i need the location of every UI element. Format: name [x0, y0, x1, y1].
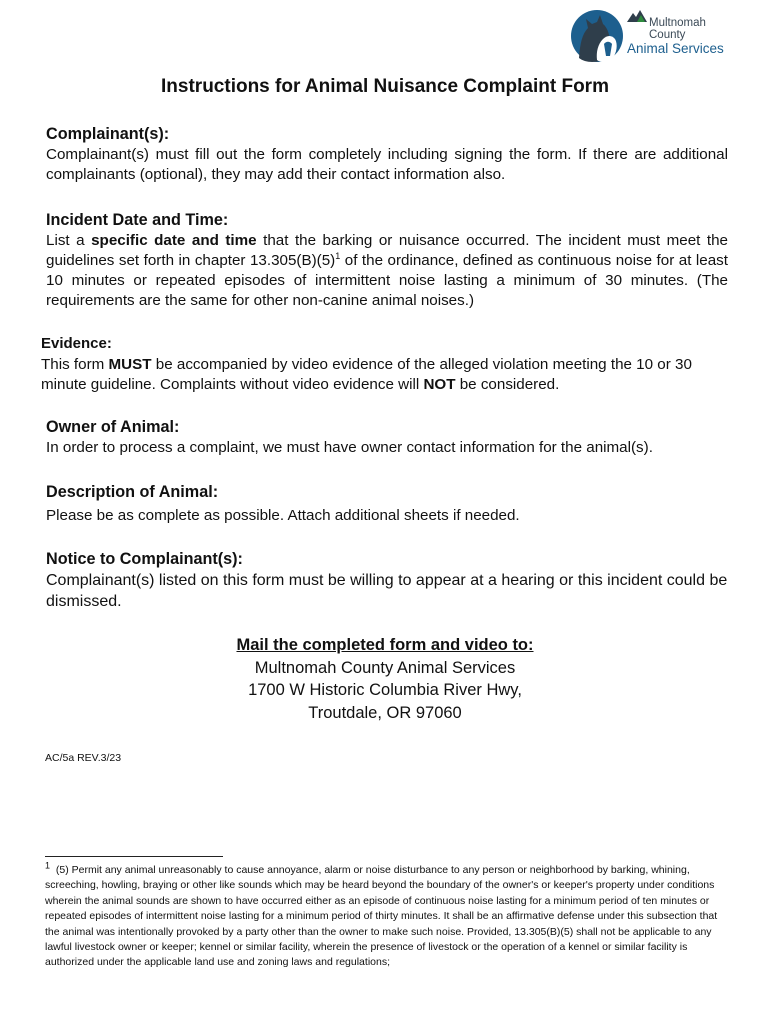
description-text: Please be as complete as possible. Attach additional sheets if needed.: [46, 507, 520, 524]
incident-emphasis: specific date and time: [91, 232, 257, 249]
cat-dog-emblem-icon: [570, 8, 628, 66]
mailing-heading: Mail the completed form and video to:: [236, 636, 534, 654]
section-owner: [46, 416, 736, 458]
section-incident: [46, 209, 728, 311]
notice-heading: Notice to Complainant(s):: [46, 550, 243, 568]
section-complainants: [46, 123, 728, 185]
incident-heading: Incident Date and Time:: [46, 211, 229, 229]
logo-line-county: County: [649, 29, 686, 41]
evidence-heading: Evidence:: [41, 335, 112, 352]
document-title: Instructions for Animal Nuisance Complaint Form: [161, 76, 609, 97]
description-heading: Description of Animal:: [46, 483, 219, 501]
mailing-line-agency: Multnomah County Animal Services: [254, 658, 516, 677]
footnote-text: (5) Permit any animal unreasonably to cause annoyance, alarm or noise disturbance to any person or neighborhood by barking, whining, screeching, howling, braying or other like sounds which may be heard beyond the boundary of the owner's or keeper's property under conditions wherein the animal sounds are shown to have occurred either as an episode of continuous noise lasting for a minimum period of ten minutes or repeated episodes of intermittent noise lasting for a minimum period of thirty minutes. It shall be an affirmative defense under this subsection that the animal was intentionally provoked by a party other than the owner to make such noise. Provided, 13.305(B)(5) shall not be applicable to any lawful livestock owner or keeper; kennel or similar facility, wherein the presence of livestock or the operation of a kennel or similar facility is authorized under the applicable land use and zoning laws and regulations;: [45, 864, 718, 969]
complainants-text: Complainant(s) must fill out the form completely including signing the form. If there are additional complainants (optional), they may add their contact information also.: [46, 146, 728, 183]
agency-logo: [570, 8, 730, 66]
evidence-not: NOT: [423, 376, 456, 393]
logo-line-animal-services: Animal Services: [627, 41, 724, 56]
footnote-reference: 1: [335, 250, 341, 261]
mailing-line-street: 1700 W Historic Columbia River Hwy,: [248, 681, 522, 699]
mailing-address-block: [0, 634, 770, 724]
section-notice: [46, 548, 736, 612]
complainants-heading: Complainant(s):: [46, 125, 170, 143]
logo-line-multnomah: Multnomah: [649, 17, 706, 29]
footnote-divider: [45, 856, 223, 857]
mountain-icon: [627, 10, 647, 22]
section-evidence: [41, 333, 731, 395]
evidence-text: This form MUST be accompanied by video evidence of the alleged violation meeting the 10 or 30 minute guideline. Complaints without video evidence will NOT be considered.: [41, 356, 692, 393]
form-revision-code: AC/5a REV.3/23: [45, 752, 122, 764]
owner-text: In order to process a complaint, we must have owner contact information for the animal(s).: [46, 439, 653, 456]
footnote-mark: 1: [45, 860, 51, 871]
footnote: [45, 860, 727, 971]
evidence-must: MUST: [108, 356, 152, 373]
mailing-line-city: Troutdale, OR 97060: [308, 703, 462, 722]
owner-heading: Owner of Animal:: [46, 418, 180, 436]
incident-text: List a specific date and time that the barking or nuisance occurred. The incident must meet the guidelines set forth in chapter $13.305(B)(5)^1$ of the ordinance, defined as continuous noise for at least 10 minutes or repeated episodes of intermittent noise lasting a minimum of 30 minutes. (The requirements are the same for other non-canine animal noises.): [46, 232, 728, 309]
section-description: [46, 481, 736, 526]
notice-text: Complainant(s) listed on this form must be willing to appear at a hearing or this incident could be dismissed.: [46, 572, 728, 610]
